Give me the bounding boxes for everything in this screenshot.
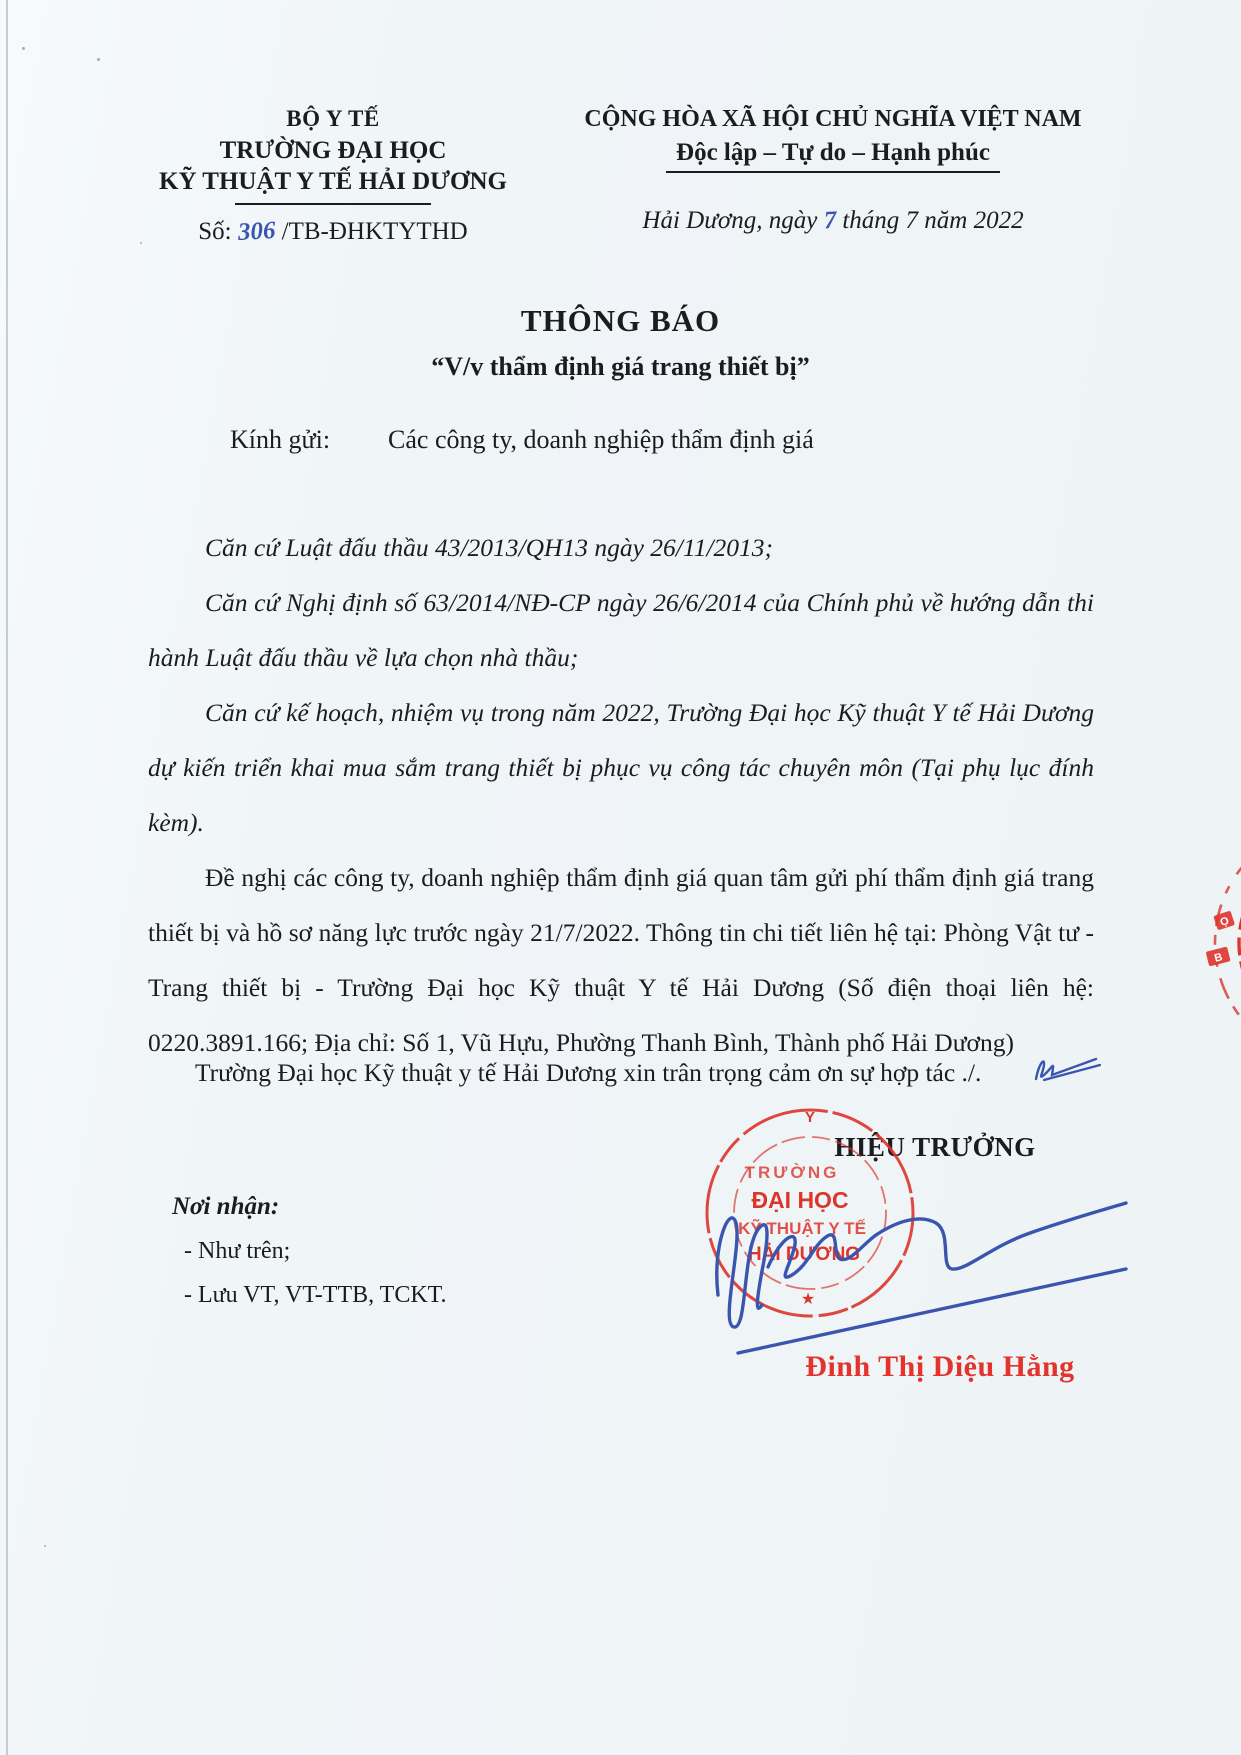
- document-number-handwritten: 306: [237, 217, 277, 246]
- salutation-line: [230, 425, 814, 455]
- letter-body: [148, 520, 1094, 1070]
- org-name-line1: TRƯỜNG ĐẠI HỌC: [219, 137, 447, 164]
- recipient-item: - Lưu VT, VT-TTB, TCKT.: [184, 1282, 447, 1308]
- issuing-org-block: [128, 106, 538, 246]
- recipients-block: [172, 1193, 447, 1309]
- stamp-ring-letter: Y: [804, 1109, 816, 1126]
- stamp-text-line1: ĐẠI HỌC: [751, 1187, 849, 1213]
- org-name-line2: KỸ THUẬT Y TẾ HẢI DƯƠNG: [159, 168, 507, 195]
- recipients-label: Nơi nhận:: [172, 1193, 280, 1220]
- place-date-line: [548, 207, 1118, 235]
- edge-partial-stamp-icon: [1185, 845, 1241, 1045]
- recipient-item: - Như trên;: [184, 1238, 291, 1264]
- signer-name: Đinh Thị Diệu Hằng: [805, 1350, 1075, 1383]
- scanner-edge-line: [6, 0, 8, 1755]
- scan-speck: [44, 1545, 46, 1547]
- salutation-recipient: Các công ty, doanh nghiệp thẩm định giá: [388, 425, 814, 454]
- document-number-label: Số:: [198, 218, 232, 245]
- signer-title: HIỆU TRƯỞNG: [834, 1132, 1036, 1162]
- document-title: THÔNG BÁO: [520, 303, 721, 338]
- paragraph-basis-3: Căn cứ kế hoạch, nhiệm vụ trong năm 2022, Trường Đại học Kỹ thuật Y tế Hải Dương dự kiến triển khai mua sắm trang thiết bị phục vụ công tác chuyên môn (Tại phụ lục đính kèm).: [148, 698, 1094, 837]
- org-underline: [235, 203, 431, 205]
- date-prefix: Hải Dương, ngày: [642, 207, 818, 234]
- document-number-suffix: /TB-ĐHKTYTHD: [281, 218, 468, 245]
- closing-line: [148, 1045, 1148, 1106]
- scan-speck: [22, 47, 25, 50]
- closing-text: Trường Đại học Kỹ thuật y tế Hải Dương xin trân trọng cảm ơn sự hợp tác ./.: [195, 1058, 982, 1087]
- stamp-ring-text: TRƯỜNG: [744, 1163, 840, 1182]
- handwritten-signature: [690, 1175, 1140, 1375]
- ministry-name: BỘ Y TẾ: [286, 106, 380, 131]
- svg-text:B: B: [1213, 951, 1224, 965]
- national-header-block: [548, 106, 1118, 235]
- scan-speck: [97, 58, 100, 61]
- document-subtitle: “V/v thẩm định giá trang thiết bị”: [431, 352, 810, 381]
- stamp-star: ★: [800, 1291, 816, 1308]
- paragraph-basis-2: Căn cứ Nghị định số 63/2014/NĐ-CP ngày 26/6/2014 của Chính phủ về hướng dẫn thi hành Luật đấu thầu về lựa chọn nhà thầu;: [148, 588, 1094, 672]
- handwritten-initial-mark: [983, 1051, 1102, 1106]
- date-day-handwritten: 7: [822, 206, 837, 235]
- national-motto-line1: CỘNG HÒA XÃ HỘI CHỦ NGHĨA VIỆT NAM: [584, 106, 1082, 132]
- stamp-text-line3: HẢI DƯƠNG: [747, 1244, 861, 1265]
- date-suffix: tháng 7 năm 2022: [842, 207, 1024, 234]
- svg-text:Ọ: Ọ: [1218, 914, 1231, 929]
- paragraph-request: Đề nghị các công ty, doanh nghiệp thẩm định giá quan tâm gửi phí thẩm định giá trang thiết bị và hồ sơ năng lực trước ngày 21/7/2022. Thông tin chi tiết liên hệ tại: Phòng Vật tư - Trang thiết bị - Trường Đại học Kỹ thuật Y tế Hải Dương (Số điện thoại liên hệ: 0220.3891.166; Địa chỉ: Số 1, Vũ Hựu, Phường Thanh Bình, Thành phố Hải Dương): [148, 863, 1094, 1057]
- stamp-text-line2: KỸ THUẬT Y TẾ: [738, 1219, 866, 1238]
- paragraph-basis-1: Căn cứ Luật đấu thầu 43/2013/QH13 ngày 26/11/2013;: [205, 533, 774, 562]
- salutation-label: Kính gửi:: [230, 425, 331, 454]
- document-number-line: [128, 218, 538, 246]
- national-motto-line2: Độc lập – Tự do – Hạnh phúc: [666, 139, 1000, 173]
